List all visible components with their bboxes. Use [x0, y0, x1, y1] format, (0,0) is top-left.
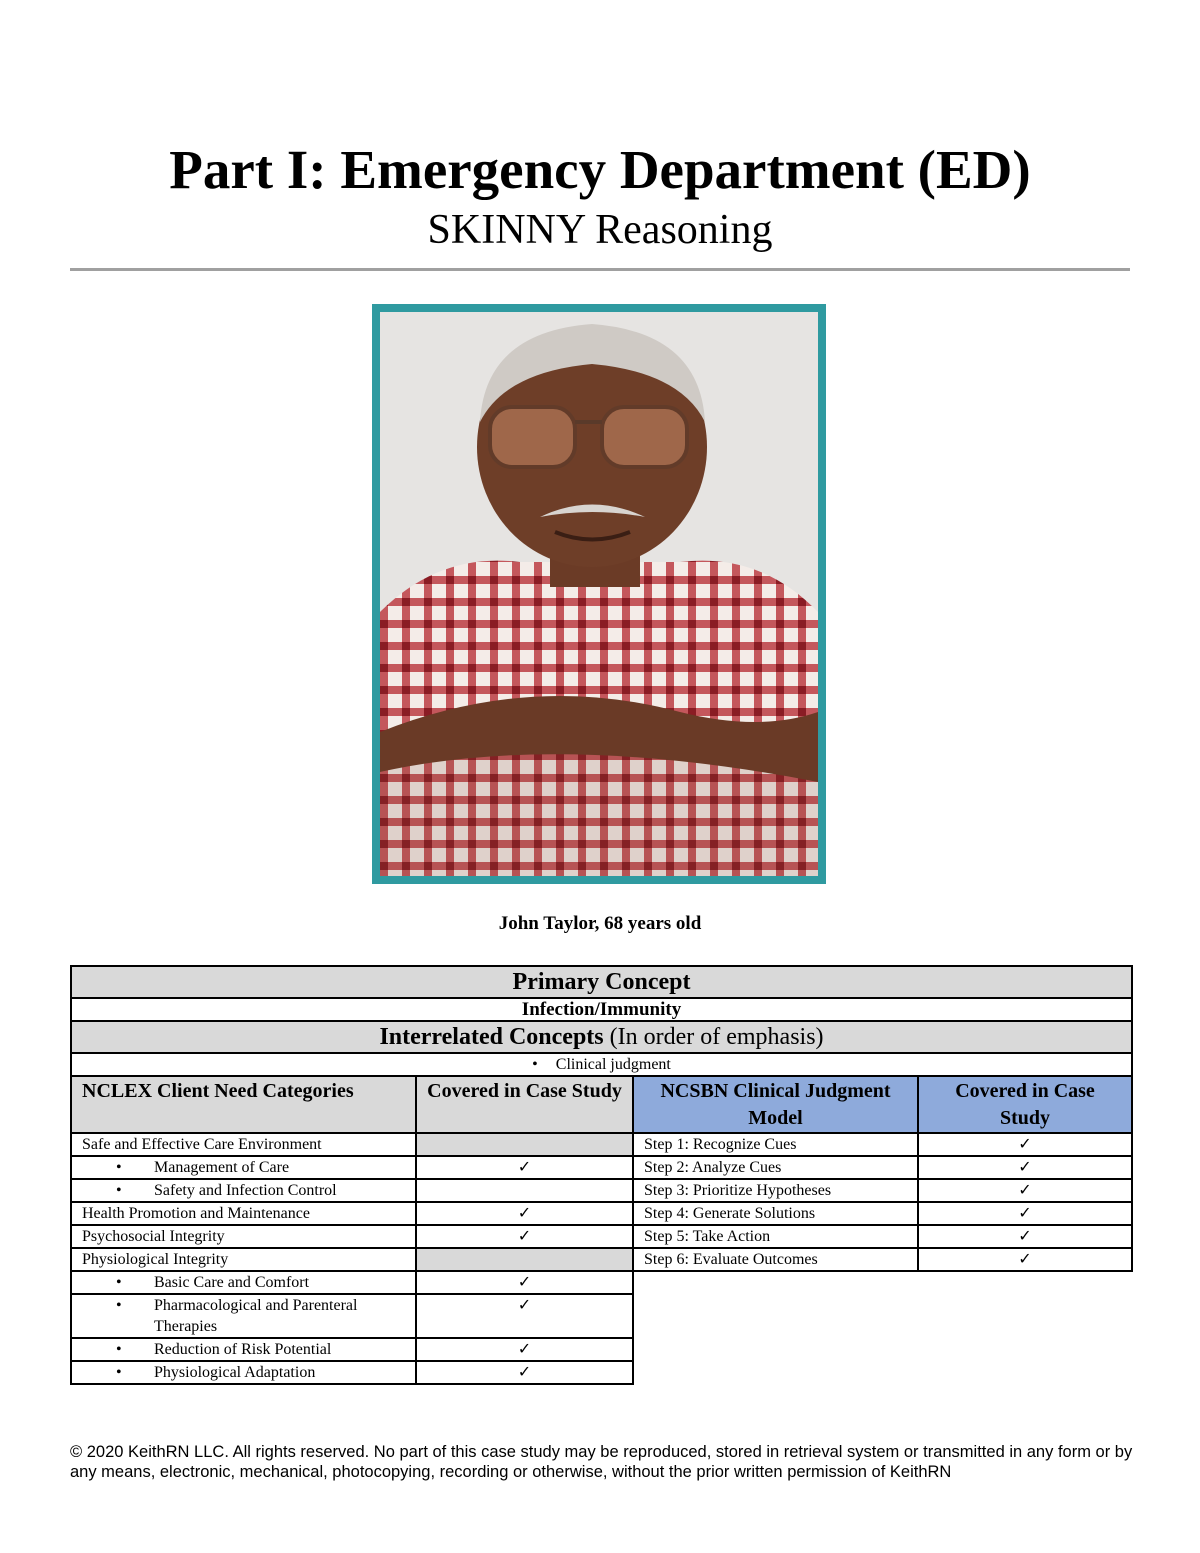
ncsbn-covered-cell: ✓ — [918, 1156, 1132, 1179]
ncsbn-covered-cell: ✓ — [918, 1225, 1132, 1248]
ncsbn-covered-cell: ✓ — [918, 1248, 1132, 1271]
title-divider — [70, 268, 1130, 271]
table-row — [71, 1225, 1132, 1248]
nclex-category: Health Promotion and Maintenance — [71, 1202, 416, 1225]
covered-column-header-2: Covered in Case Study — [918, 1076, 1132, 1133]
nclex-covered-cell — [416, 1179, 633, 1202]
table-row — [71, 1271, 1132, 1294]
ncsbn-step: Step 6: Evaluate Outcomes — [633, 1248, 918, 1271]
table-row — [71, 1179, 1132, 1202]
page-subtitle: SKINNY Reasoning — [427, 207, 773, 253]
nclex-covered-cell: ✓ — [416, 1271, 633, 1294]
primary-concept-value: Infection/Immunity — [71, 998, 1132, 1021]
interrelated-concepts-header: Interrelated Concepts (In order of emphasis) — [71, 1021, 1132, 1053]
nclex-covered-cell — [416, 1248, 633, 1271]
ncsbn-step: Step 5: Take Action — [633, 1225, 918, 1248]
nclex-covered-cell: ✓ — [416, 1156, 633, 1179]
nclex-category: Psychosocial Integrity — [71, 1225, 416, 1248]
table-row — [71, 1294, 1132, 1338]
page-title: Part I: Emergency Department (ED) — [169, 139, 1031, 200]
photo-caption: John Taylor, 68 years old — [498, 913, 702, 934]
nclex-category: • Physiological Adaptation — [71, 1361, 416, 1384]
nclex-covered-cell: ✓ — [416, 1338, 633, 1361]
nclex-category: • Basic Care and Comfort — [71, 1271, 416, 1294]
ncsbn-column-header: NCSBN Clinical Judgment Model — [633, 1076, 918, 1133]
table-row — [71, 1248, 1132, 1271]
table-row — [71, 1202, 1132, 1225]
covered-column-header: Covered in Case Study — [416, 1076, 633, 1133]
table-row — [71, 1133, 1132, 1156]
nclex-covered-cell: ✓ — [416, 1225, 633, 1248]
ncsbn-step: Step 2: Analyze Cues — [633, 1156, 918, 1179]
nclex-category: • Management of Care — [71, 1156, 416, 1179]
nclex-category: • Pharmacological and Parenteral Therapies — [71, 1294, 416, 1338]
ncsbn-covered-cell: ✓ — [918, 1179, 1132, 1202]
nclex-covered-cell — [416, 1133, 633, 1156]
patient-portrait-illustration — [380, 312, 818, 876]
ncsbn-step: Step 4: Generate Solutions — [633, 1202, 918, 1225]
concept-table — [70, 965, 1133, 1385]
table-row — [71, 1361, 1132, 1384]
table-row — [71, 1156, 1132, 1179]
patient-photo — [372, 304, 826, 884]
interrelated-concept-item: • Clinical judgment — [71, 1053, 1132, 1076]
nclex-category: • Reduction of Risk Potential — [71, 1338, 416, 1361]
ncsbn-step: Step 1: Recognize Cues — [633, 1133, 918, 1156]
copyright-notice: © 2020 KeithRN LLC. All rights reserved. No part of this case study may be reproduced, stored in retrieval system or transmitted in any form or by any means, electronic, mechanical, photocopying, recording or otherwise, without the prior written permission of KeithRN — [70, 1443, 1133, 1481]
nclex-category: • Safety and Infection Control — [71, 1179, 416, 1202]
nclex-covered-cell: ✓ — [416, 1294, 633, 1338]
nclex-covered-cell: ✓ — [416, 1361, 633, 1384]
nclex-column-header: NCLEX Client Need Categories — [71, 1076, 416, 1133]
nclex-category: Physiological Integrity — [71, 1248, 416, 1271]
ncsbn-covered-cell: ✓ — [918, 1202, 1132, 1225]
primary-concept-header: Primary Concept — [71, 966, 1132, 998]
nclex-category: Safe and Effective Care Environment — [71, 1133, 416, 1156]
table-row — [71, 1338, 1132, 1361]
nclex-covered-cell: ✓ — [416, 1202, 633, 1225]
ncsbn-covered-cell: ✓ — [918, 1133, 1132, 1156]
ncsbn-step: Step 3: Prioritize Hypotheses — [633, 1179, 918, 1202]
